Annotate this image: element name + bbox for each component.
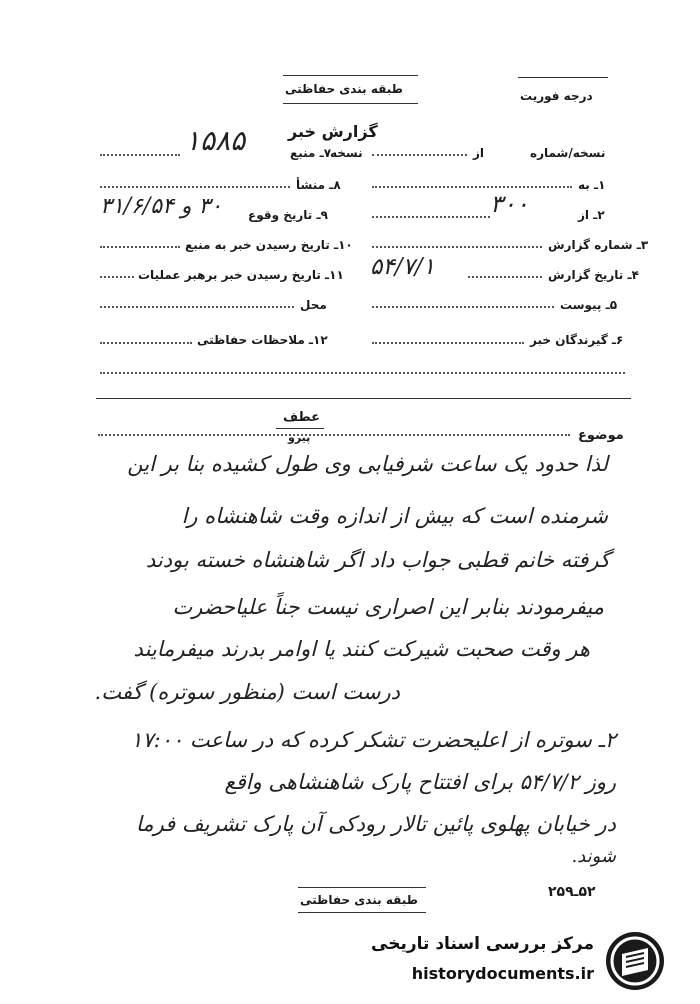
field-occurrence-date-label: ۹ـ تاریخ وقوع	[248, 208, 328, 222]
field-received-source-label: ۱۰ـ تاریخ رسیدن خبر به منبع	[185, 238, 353, 252]
classification-header: طبقه بندی حفاظتی	[285, 82, 403, 96]
footer-class-line-bottom	[298, 912, 426, 913]
logo-emblem-icon	[604, 930, 666, 992]
field-received-ops-label: ۱۱ـ تاریخ رسیدن خبر برهبر عملیات	[138, 268, 344, 282]
field-report-date-label: ۴ـ تاریخ گزارش	[548, 268, 639, 282]
field-origin-dots	[100, 186, 290, 188]
field-origin-label: ۸ـ منشأ	[296, 178, 341, 192]
logo-url: historydocuments.ir	[411, 964, 594, 983]
body-line: روز ۵۴/۷/۲ برای افتتاح پارک شاهنشاهی واقع	[224, 770, 616, 794]
subject-label: موضوع	[578, 428, 624, 443]
field-report-date-value: ۵۴/۷/۱	[370, 254, 435, 280]
field-occurrence-date-value: ۳۰ و ۳۱/۶/۵۴	[100, 194, 223, 219]
field-place-label: محل	[300, 298, 327, 312]
field-recipients-label: ۶ـ گیرندگان خبر	[530, 333, 624, 347]
subject-dots	[98, 434, 570, 436]
form-divider	[96, 398, 631, 399]
field-report-date-dots	[468, 276, 542, 278]
copy-number-label: نسخه/شماره	[530, 146, 606, 160]
ref-underline	[276, 428, 324, 429]
report-title: گزارش خبر	[288, 122, 378, 141]
field-attachment-dots	[372, 306, 554, 308]
logo-title: مرکز بررسی اسناد تاریخی	[371, 934, 594, 954]
file-number-handwritten: ۱۵۸۵	[185, 124, 246, 157]
follow-label: پیرو	[288, 431, 311, 444]
footer-class-line-top	[298, 887, 426, 888]
field-from-label: ۲ـ از	[578, 208, 605, 222]
field-place-dots	[100, 306, 294, 308]
field-security-notes-label: ۱۲ـ ملاحظات حفاظتی	[197, 333, 328, 347]
body-line: گرفته خانم قطبی جواب داد اگر شاهنشاه خسته بودند	[145, 548, 610, 572]
body-line: درست است (منظور سوتره) گفت.	[94, 680, 400, 704]
field-recipients-dots	[372, 342, 524, 344]
body-line: میفرمودند بنابر این اصراری نیست جناً علیاحضرت	[172, 595, 604, 619]
field-report-number-dots	[372, 246, 542, 248]
field-to-label: ۱ـ به	[578, 178, 606, 192]
field-from-value: ۳۰۰	[490, 190, 529, 218]
field-received-source-dots	[100, 246, 180, 248]
footer-doc-code: ۵۲ـ۲۵۹	[548, 884, 596, 900]
extra-dots-line	[100, 372, 625, 374]
urgency-line	[518, 77, 608, 78]
body-line: در خیابان پهلوی پائین تالار رودکی آن پارک تشریف فرما	[135, 812, 616, 836]
field-to-dots	[372, 186, 572, 188]
from-label: از	[473, 146, 485, 160]
copy-label: نسخه	[330, 146, 363, 160]
archive-logo	[371, 930, 674, 992]
body-line: هر وقت صحبت شیرکت کنند یا اوامر بدرند میفرمایند	[133, 637, 590, 661]
field-source-label: ۷ـ منبع	[290, 146, 332, 160]
field-security-notes-dots	[100, 342, 192, 344]
field-from-dots	[372, 216, 490, 218]
body-line: شوند.	[571, 846, 616, 867]
body-line: ۲ـ سوتره از اعلیحضرت تشکر کرده که در ساعت ۱۷:۰۰	[131, 728, 616, 752]
body-line: لذا حدود یک ساعت شرفیابی وی طول کشیده بنا بر این	[127, 452, 608, 476]
classification-line-top	[283, 75, 418, 76]
field-attachment-label: ۵ـ پیوست	[560, 298, 618, 312]
ref-label: عطف	[283, 410, 321, 425]
field-report-number-label: ۳ـ شماره گزارش	[548, 238, 649, 252]
copy-dots-2	[100, 154, 180, 156]
body-line: شرمنده است که بیش از اندازه وقت شاهنشاه را	[181, 504, 608, 528]
classification-line-bottom	[283, 103, 418, 104]
urgency-label: درجه فوریت	[520, 89, 593, 103]
footer-classification: طبقه بندی حفاظتی	[300, 893, 418, 907]
field-received-ops-dots	[100, 276, 134, 278]
copy-dots-1	[372, 154, 467, 156]
